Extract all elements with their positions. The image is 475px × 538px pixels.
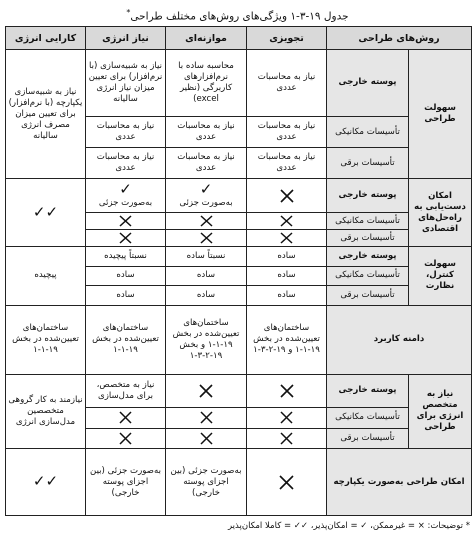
header-energy-perf: کارایی انرژی (6, 27, 86, 50)
cell-text: به‌صورت جزئی (بین اجزای پوسته خارجی) (166, 449, 247, 516)
cross-mark (247, 374, 327, 407)
table-row (6, 305, 472, 374)
cross-icon (119, 215, 132, 227)
cell-text: نیاز به محاسبات عددی (86, 148, 166, 179)
cross-mark (247, 179, 327, 212)
cell-text: نسبتاً پیچیده (86, 247, 166, 266)
table-row (6, 179, 472, 212)
cross-mark (247, 408, 327, 428)
header-prescriptive: تجویزی (247, 27, 327, 50)
sub-mech: تأسیسات مکانیکی (327, 266, 409, 285)
cell-text: نیاز به محاسبات عددی (166, 148, 247, 179)
cross-mark (86, 212, 166, 229)
cell-text: ساختمان‌های تعیین‌شده در بخش ۱۹-۱-۱ (6, 305, 86, 374)
cross-icon (200, 432, 213, 445)
cross-icon (199, 384, 213, 398)
cell-text: به‌صورت جزئی (98, 198, 153, 209)
sub-mech: تأسیسات مکانیکی (327, 212, 409, 229)
cell-text: ساده (166, 286, 247, 305)
cell-text: نیاز به محاسبات عددی (86, 116, 166, 147)
sub-envelope: پوسته خارجی (327, 50, 409, 117)
cross-icon (119, 232, 132, 244)
cell-text: ساده (86, 266, 166, 285)
cell-text: ساختمان‌های تعیین‌شده در بخش ۱۹-۱-۱ و بخش ۱۹-۲-۳-۱ (166, 305, 247, 374)
cross-icon (119, 411, 132, 424)
cell-text: پیچیده (6, 247, 86, 305)
cell-text: به‌صورت جزئی (بین اجزای پوسته خارجی) (86, 449, 166, 516)
double-check-cell (6, 449, 86, 516)
cross-icon (280, 384, 294, 398)
cat-specialist: نیاز به متخصص انرژی برای طراحی (409, 374, 472, 448)
design-methods-table (5, 26, 472, 516)
cross-icon (200, 411, 213, 424)
cell-text: ساده (247, 247, 327, 266)
cat-design-ease: سهولت طراحی (409, 50, 472, 179)
cross-icon (200, 232, 213, 244)
cross-mark (166, 374, 247, 407)
cell-text: ساده (247, 266, 327, 285)
table-row (6, 50, 472, 117)
table-caption (0, 6, 475, 24)
header-energy-need: نیاز انرژی (86, 27, 166, 50)
sub-elec: تأسیسات برقی (327, 286, 409, 305)
cross-mark (86, 408, 166, 428)
cross-icon (119, 432, 132, 445)
check-icon: ✓ (119, 180, 132, 199)
cross-mark (166, 212, 247, 229)
sub-envelope: پوسته خارجی (327, 374, 409, 407)
cross-icon (200, 215, 213, 227)
header-methods: روش‌های طراحی (327, 27, 472, 50)
sub-envelope: پوسته خارجی (327, 179, 409, 212)
cell-text: نیاز به شبیه‌سازی یکپارچه (با نرم‌افزار) برای تعیین میزان مصرف انرژی سالیانه (6, 50, 86, 179)
cell-text: نیاز به محاسبات عددی (247, 116, 327, 147)
cell-text: نیاز به شبیه‌سازی (با نرم‌افزار) برای تعیین میزان نیاز انرژی سالیانه (86, 50, 166, 117)
header-row (6, 27, 472, 50)
cell-text: به‌صورت جزئی (179, 198, 233, 209)
cross-mark (247, 449, 327, 516)
table-row (6, 374, 472, 407)
cross-icon (280, 411, 293, 424)
sub-elec: تأسیسات برقی (327, 148, 409, 179)
cell-text: ساختمان‌های تعیین‌شده در بخش ۱۹-۱-۱ (86, 305, 166, 374)
cell-text: ساختمان‌های تعیین‌شده در بخش ۱۹-۱-۱ و ۱۹-۲-۳-۱ (247, 305, 327, 374)
cat-feasibility: امکان دست‌یابی به راه‌حل‌های اقتصادی (409, 179, 472, 247)
cat-scope: دامنه کاربرد (327, 305, 472, 374)
sub-mech: تأسیسات مکانیکی (327, 116, 409, 147)
sub-elec: تأسیسات برقی (327, 428, 409, 448)
check-cell (86, 179, 166, 212)
sub-mech: تأسیسات مکانیکی (327, 408, 409, 428)
double-check-icon: ✓✓ (32, 202, 59, 221)
sub-envelope: پوسته خارجی (327, 247, 409, 266)
cross-mark (247, 230, 327, 247)
cat-control-ease: سهولت کنترل، نظارت (409, 247, 472, 305)
check-icon: ✓ (199, 180, 213, 199)
cross-icon (280, 189, 294, 203)
cell-text: نیاز به محاسبات عددی (247, 50, 327, 117)
table-row (6, 247, 472, 266)
cell-text: نیاز به متخصص، برای مدل‌سازی (86, 374, 166, 407)
check-cell (166, 179, 247, 212)
table-row (6, 449, 472, 516)
cross-mark (166, 428, 247, 448)
cell-text: ساده (247, 286, 327, 305)
cross-mark (86, 428, 166, 448)
cross-icon (280, 232, 293, 244)
caption-star: * (126, 8, 131, 17)
cell-text: نیاز به محاسبات عددی (247, 148, 327, 179)
table-footnote: * توضیحات: × = غیرممکن، ✓ = امکان‌پذیر، ✓✓ = کاملا امکان‌پذیر (227, 521, 470, 531)
double-check-cell (6, 179, 86, 247)
sub-elec: تأسیسات برقی (327, 230, 409, 247)
cross-mark (247, 212, 327, 229)
cross-icon (279, 475, 294, 490)
cell-text: ساده (166, 266, 247, 285)
cross-mark (166, 230, 247, 247)
header-tradeoff: موازنه‌ای (166, 27, 247, 50)
cell-text: نیاز به محاسبات عددی (166, 116, 247, 147)
cross-mark (166, 408, 247, 428)
double-check-icon: ✓✓ (32, 472, 59, 491)
cross-mark (86, 230, 166, 247)
cell-text: نیازمند به کار گروهی متخصصین مدل‌سازی انرژی (6, 374, 86, 448)
cell-text: محاسبه ساده با نرم‌افزارهای کاربرگی (نظیر excel) (166, 50, 247, 117)
cell-text: نسبتاً ساده (166, 247, 247, 266)
cross-icon (280, 432, 293, 445)
cat-integrated: امکان طراحی به‌صورت یکپارچه (327, 449, 472, 516)
cross-icon (280, 215, 293, 227)
caption-text: جدول ۱۹-۳-۱ ویژگی‌های روش‌های مختلف طراحی (130, 10, 349, 23)
cell-text: ساده (86, 286, 166, 305)
cross-mark (247, 428, 327, 448)
